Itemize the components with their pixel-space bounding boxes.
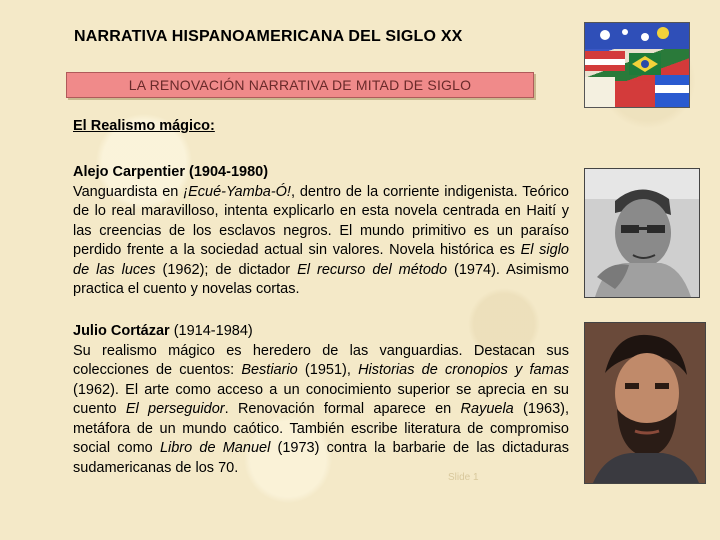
footer-mark: Slide 1 — [448, 472, 479, 483]
subtitle-banner — [66, 72, 534, 98]
paragraph-text: , dentro de la corriente indigenista. Teórico de lo real maravilloso, intenta explicarlo en esta novela centrada en Haití y las creencias de los esclavos negros. El mundo primitivo es un paraíso perdido frente a la sociedad actual sin valores. Novela histórica es — [73, 183, 569, 258]
work-title: Bestiario — [241, 362, 298, 378]
subtitle-text: LA RENOVACIÓN NARRATIVA DE MITAD DE SIGLO — [128, 77, 472, 93]
carpentier-portrait-graphic — [585, 169, 699, 297]
author-name: Alejo Carpentier (1904-1980) — [73, 164, 269, 180]
author-dates: (1914-1984) — [169, 323, 253, 339]
flags-illustration-graphic — [585, 23, 689, 107]
paragraph-text: . Renovación formal aparece en — [224, 401, 461, 417]
paragraph-text: (1963), metáfora de un mundo caótico. También escribe literatura de compromiso social como — [73, 401, 569, 456]
section-title: El Realismo mágico: — [73, 118, 215, 134]
paragraph-text: (1951), — [297, 362, 359, 378]
author-name: Julio Cortázar — [73, 323, 170, 339]
cortazar-portrait — [584, 322, 706, 484]
author-cortazar-paragraph — [73, 322, 569, 478]
paragraph-text: (1974). Asimismo practica el cuento y novelas cortas. — [73, 261, 569, 297]
paragraph-text: (1962). El arte como acceso a un conocimiento superior se aprecia en su cuento — [73, 381, 569, 417]
carpentier-portrait — [584, 168, 700, 298]
paragraph-text: Vanguardista en — [73, 183, 184, 200]
page-title: NARRATIVA HISPANOAMERICANA DEL SIGLO XX — [74, 28, 463, 45]
work-title: El recurso del método — [297, 261, 448, 278]
work-title: El perseguidor — [125, 401, 225, 417]
paragraph-text: Su realismo mágico es heredero de las vanguardias. Destacan sus colecciones de cuentos: — [73, 342, 569, 378]
paragraph-text: (1973) contra la barbarie de las dictaduras sudamericanas de los 70. — [73, 440, 569, 476]
work-title: El siglo de las luces — [73, 242, 569, 278]
work-title: ¡Ecué-Yamba-Ó! — [183, 183, 291, 200]
cortazar-portrait-graphic — [585, 323, 705, 483]
paragraph-text: (1962); de dictador — [155, 261, 298, 278]
work-title: Historias de cronopios y famas — [358, 362, 570, 378]
author-carpentier-paragraph — [73, 163, 569, 300]
work-title: Libro de Manuel — [159, 440, 271, 456]
flags-illustration — [584, 22, 690, 108]
work-title: Rayuela — [460, 401, 514, 417]
